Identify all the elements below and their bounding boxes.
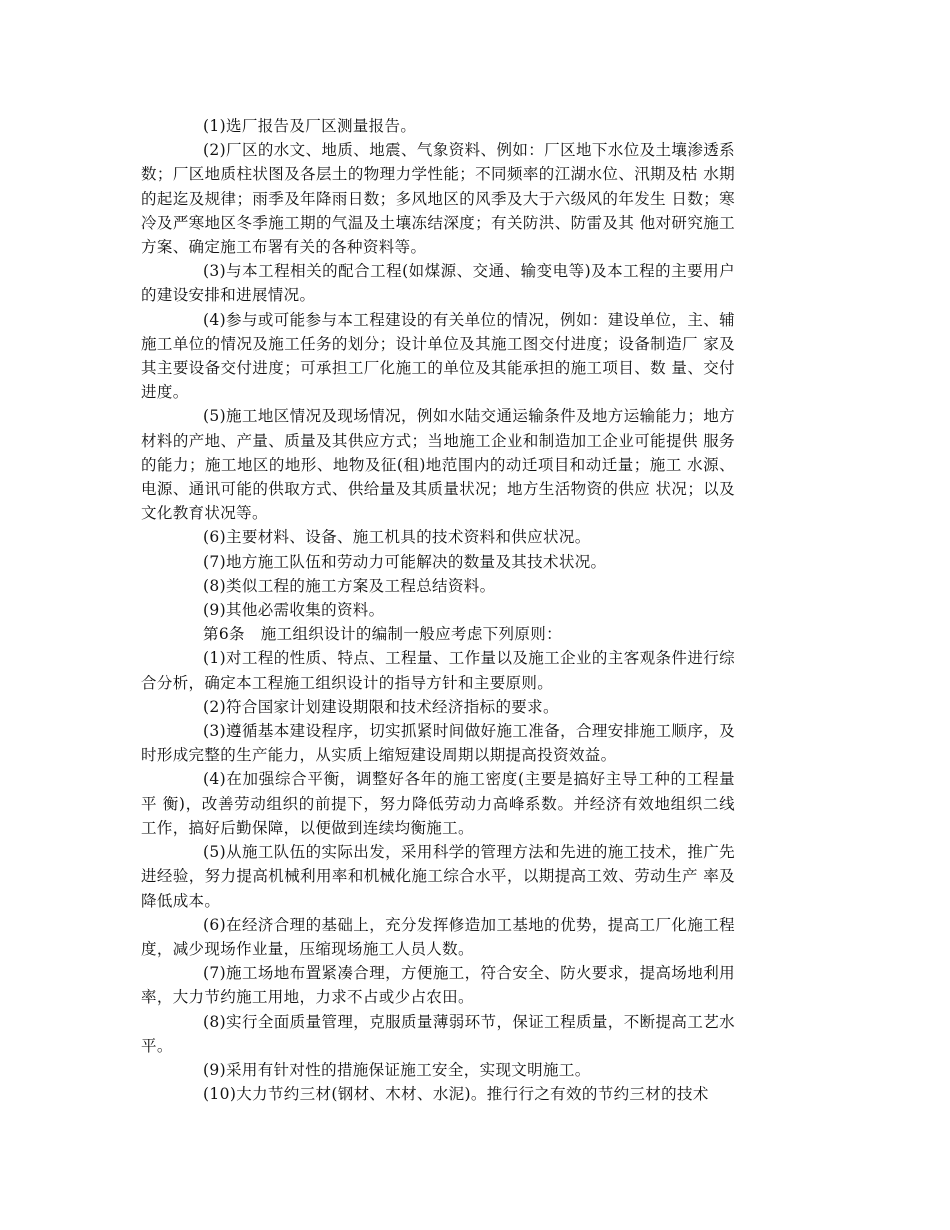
principle-item-8: (8)实行全面质量管理，克服质量薄弱环节，保证工程质量，不断提高工艺水 平。 [141, 1012, 735, 1055]
principle-item-3: (3)遵循基本建设程序，切实抓紧时间做好施工准备，合理安排施工顺序，及 时形成完整的生产能力，从实质上缩短建设周期以期提高投资效益。 [141, 722, 735, 765]
principle-item-6: (6)在经济合理的基础上，充分发挥修造加工基地的优势，提高工厂化施工程 度，减少现场作业量，压缩现场施工人员人数。 [141, 915, 735, 958]
paragraph-item-2: (2)厂区的水文、地质、地震、气象资料、例如：厂区地下水位及土壤渗透系 数；厂区地质柱状图及各层土的物理力学性能；不同频率的江湖水位、汛期及枯 水期的起迄及规律；雨季及年降雨日数；多风地区的风季及大于六级风的年发生 日数；寒冷及严寒地区冬季施工期的气温及土壤冻结深度；有关防洪、防雷及其 他对研究施工方案、确定施工布署有关的各种资料等。 [141, 141, 735, 257]
principle-item-4: (4)在加强综合平衡，调整好各年的施工密度(主要是搞好主导工种的工程量平 衡)，改善劳动组织的前提下，努力降低劳动力高峰系数。并经济有效地组织二线 工作，搞好后勤保障，以便做到连续均衡施工。 [141, 770, 735, 837]
document-body [141, 114, 735, 1106]
principle-item-7: (7)施工场地布置紧凑合理，方便施工，符合安全、防火要求，提高场地利用 率，大力节约施工用地，力求不占或少占农田。 [141, 964, 735, 1007]
section-heading-article-6: 第6条 施工组织设计的编制一般应考虑下列原则： [203, 625, 562, 644]
principle-item-5: (5)从施工队伍的实际出发，采用科学的管理方法和先进的施工技术，推广先 进经验，努力提高机械利用率和机械化施工综合水平，以期提高工效、劳动生产 率及降低成本。 [141, 843, 735, 910]
principle-item-10: (10)大力节约三材(钢材、木材、水泥)。推行行之有效的节约三材的技术 [203, 1085, 709, 1104]
principle-item-1: (1)对工程的性质、特点、工程量、工作量以及施工企业的主客观条件进行综 合分析，确定本工程施工组织设计的指导方针和主要原则。 [141, 649, 735, 692]
paragraph-item-1: (1)选厂报告及厂区测量报告。 [203, 117, 417, 135]
paragraph-item-8: (8)类似工程的施工方案及工程总结资料。 [203, 576, 496, 595]
paragraph-item-4: (4)参与或可能参与本工程建设的有关单位的情况，例如：建设单位，主、辅 施工单位的情况及施工任务的划分；设计单位及其施工图交付进度；设备制造厂 家及其主要设备交付进度；可承担工厂化施工的单位及其能承担的施工项目、数 量、交付进度。 [141, 310, 735, 402]
principle-item-2: (2)符合国家计划建设期限和技术经济指标的要求。 [203, 697, 559, 716]
paragraph-item-3: (3)与本工程相关的配合工程(如煤源、交通、输变电等)及本工程的主要用户 的建设安排和进展情况。 [141, 262, 735, 305]
principle-item-9: (9)采用有针对性的措施保证施工安全，实现文明施工。 [203, 1060, 591, 1079]
paragraph-item-7: (7)地方施工队伍和劳动力可能解决的数量及其技术状况。 [203, 552, 607, 571]
paragraph-item-6: (6)主要材料、设备、施工机具的技术资料和供应状况。 [203, 528, 591, 547]
paragraph-item-5: (5)施工地区情况及现场情况，例如水陆交通运输条件及地方运输能力；地方 材料的产地、产量、质量及其供应方式；当地施工企业和制造加工企业可能提供 服务的能力；施工地区的地形、地物及征(租)地范围内的动迁项目和动迁量；施工 水源、电源、通讯可能的供取方式、供给量及其质量状况；地方生活物资的供应 状况；以及文化教育状况等。 [141, 407, 735, 523]
paragraph-item-9: (9)其他必需收集的资料。 [203, 601, 385, 620]
